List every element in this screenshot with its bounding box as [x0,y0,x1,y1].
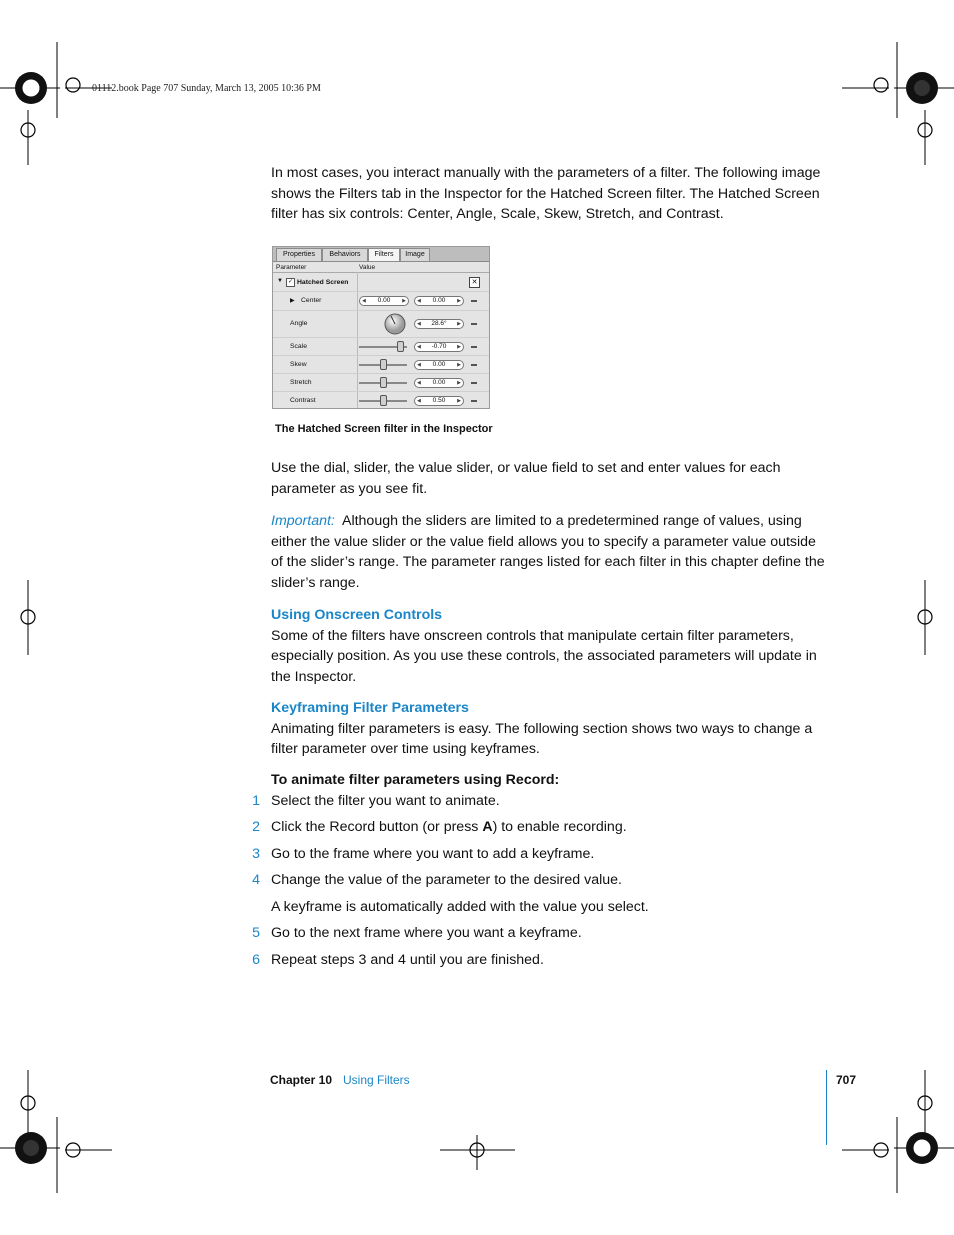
skew-keyframe-icon[interactable] [471,364,477,366]
angle-value-slider[interactable]: ◀ 28.6° ▶ [414,319,464,329]
step-number: 5 [252,925,260,941]
footer-chapter: Chapter 10 [270,1073,333,1087]
scale-value-slider[interactable]: ◀ -0.70 ▶ [414,342,464,352]
stretch-keyframe-icon[interactable] [471,382,477,384]
param-label-skew: Skew [290,361,307,368]
stretch-value-slider[interactable]: ◀ 0.00 ▶ [414,378,464,388]
step-text: Select the filter you want to animate. [271,793,500,809]
param-row-contrast [273,392,489,408]
section-heading-onscreen: Using Onscreen Controls [271,607,443,623]
task-heading: To animate filter parameters using Record: [271,772,560,788]
dial-paragraph: Use the dial, slider, the value slider, or value field to set and enter values for each parameter as you see fit. [271,460,781,497]
step-note: A keyframe is automatically added with the value you select. [271,899,649,915]
step-number: 1 [252,793,260,809]
print-header: 01112.book Page 707 Sunday, March 13, 2005 10:36 PM [92,83,321,94]
tab-image[interactable]: Image [400,248,430,262]
disclosure-triangle-icon[interactable]: ▼ [277,278,283,284]
tab-properties[interactable]: Properties [276,248,322,262]
skew-slider-thumb[interactable] [380,359,387,370]
figure-caption: The Hatched Screen filter in the Inspector [275,423,493,435]
contrast-slider-thumb[interactable] [380,395,387,406]
step-number: 2 [252,819,260,835]
scale-keyframe-icon[interactable] [471,346,477,348]
angle-keyframe-icon[interactable] [471,323,477,325]
param-row-angle [273,311,489,338]
param-row-stretch [273,374,489,392]
inspector-panel [272,246,490,409]
param-label-contrast: Contrast [290,397,316,404]
param-label-center: Center [301,297,322,304]
scale-slider-thumb[interactable] [397,341,404,352]
col-parameter: Parameter [276,264,307,271]
center-disclosure-icon[interactable]: ▶ [290,298,295,304]
filter-name: Hatched Screen [297,279,349,286]
step-text: Change the value of the parameter to the desired value. [271,872,622,888]
filter-row[interactable] [273,275,489,292]
param-label-stretch: Stretch [290,379,312,386]
footer-rule [826,1070,827,1145]
stretch-slider-thumb[interactable] [380,377,387,388]
param-row-scale [273,338,489,356]
param-row-center [273,292,489,311]
angle-dial[interactable] [384,313,406,335]
center-x-value-slider[interactable]: ◀ 0.00 ▶ [359,296,409,306]
intro-paragraph: In most cases, you interact manually with the parameters of a filter. The following image shows the Filters tab in the Inspector for the Hatched Screen filter. The Hatched Screen filter has six controls: Center, Angle, Scale, Skew, Stretch, and Contrast. [271,165,821,222]
param-label-scale: Scale [290,343,308,350]
skew-value-slider[interactable]: ◀ 0.00 ▶ [414,360,464,370]
step-number: 3 [252,846,260,862]
tab-filters[interactable]: Filters [368,248,400,262]
contrast-keyframe-icon[interactable] [471,400,477,402]
section-text-keyframing: Animating filter parameters is easy. The following section shows two ways to change a filter parameter over time using keyframes. [271,720,813,757]
inspector-tabs [273,247,489,262]
section-text-onscreen: Some of the filters have onscreen controls that manipulate certain filter parameters, especially position. As you use these controls, the associated parameters will update in the Inspector. [271,627,817,685]
column-header [273,263,489,273]
filter-enable-checkbox[interactable]: ✓ [287,279,294,285]
tab-behaviors[interactable]: Behaviors [322,248,368,262]
contrast-value-slider[interactable]: ◀ 0.50 ▶ [414,396,464,406]
remove-filter-icon[interactable]: ✕ [469,277,480,288]
section-heading-keyframing: Keyframing Filter Parameters [271,700,469,716]
center-y-value-slider[interactable]: ◀ 0.00 ▶ [414,296,464,306]
step-text: Click the Record button (or press A) to enable recording. [271,819,627,835]
important-text: Although the sliders are limited to a predetermined range of values, using either the value slider or the value field allows you to specify a parameter value outside of the slider’s range. The parameter ranges listed for each filter in this chapter define the slider’s range. [271,513,825,591]
important-paragraph [271,511,831,593]
page-number: 707 [836,1073,857,1087]
center-keyframe-icon[interactable] [471,300,477,302]
step-number: 4 [252,872,260,888]
key-label: A [482,819,493,835]
section-onscreen [271,605,831,687]
param-label-angle: Angle [290,320,308,327]
step-text: Go to the next frame where you want a keyframe. [271,925,582,941]
important-label: Important: [271,513,335,529]
param-row-skew [273,356,489,374]
footer-section: Using Filters [343,1073,410,1087]
step-text: Go to the frame where you want to add a keyframe. [271,846,595,862]
step-text: Repeat steps 3 and 4 until you are finished. [271,952,544,968]
step-number: 6 [252,952,260,968]
section-keyframing [271,698,831,760]
col-value: Value [359,264,376,271]
